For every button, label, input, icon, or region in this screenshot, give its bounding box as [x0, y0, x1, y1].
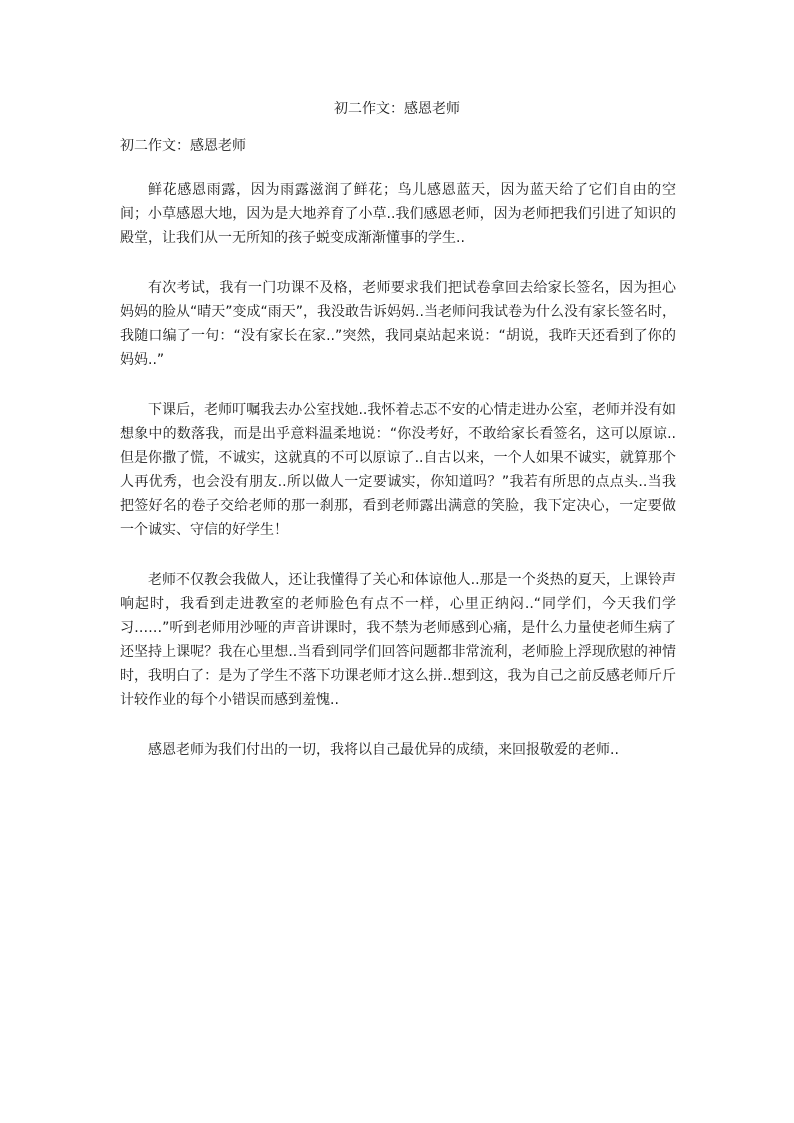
essay-body [120, 178, 676, 788]
paragraph-4: 老师不仅教会我做人，还让我懂得了关心和体谅他人..那是一个炎热的夏天，上课铃声响起时，我看到走进教室的老师脸色有点不一样，心里正纳闷..“同学们，今天我们学习……”听到老师用沙哑的声音讲课时，我不禁为老师感到心痛，是什么力量使老师生病了还坚持上课呢？我在心里想..当看到同学们回答问题都非常流利，老师脸上浮现欣慰的神情时，我明白了：是为了学生不落下功课老师才这么拼..想到这，我为自己之前反感老师斤斤计较作业的每个小错误而感到羞愧.. [120, 572, 676, 708]
paragraph-2: 有次考试，我有一门功课不及格，老师要求我们把试卷拿回去给家长签名，因为担心妈妈的脸从“晴天”变成“雨天”，我没敢告诉妈妈..当老师问我试卷为什么没有家长签名时，我随口编了一句：“没有家长在家..”突然，我同桌站起来说：“胡说，我昨天还看到了你的妈妈..” [120, 280, 676, 368]
paragraph-3: 下课后，老师叮嘱我去办公室找她..我怀着忐忑不安的心情走进办公室，老师并没有如想象中的数落我，而是出乎意料温柔地说：“你没考好，不敢给家长看签名，这可以原谅..但是你撒了慌，不诚实，这就真的不可以原谅了..自古以来，一个人如果不诚实，就算那个人再优秀，也会没有朋友..所以做人一定要诚实，你知道吗？”我若有所思的点点头..当我把签好名的卷子交给老师的那一刹那，看到老师露出满意的笑脸，我下定决心，一定要做一个诚实、守信的好学生！ [120, 402, 676, 538]
document-subtitle: 初二作文：感恩老师 [120, 138, 246, 154]
paragraph-1: 鲜花感恩雨露，因为雨露滋润了鲜花；鸟儿感恩蓝天，因为蓝天给了它们自由的空间；小草感恩大地，因为是大地养育了小草..我们感恩老师，因为老师把我们引进了知识的殿堂，让我们从一无所知的孩子蜕变成渐渐懂事的学生.. [120, 182, 676, 246]
paragraph-5: 感恩老师为我们付出的一切，我将以自己最优异的成绩，来回报敬爱的老师.. [148, 742, 619, 758]
page-title: 初二作文：感恩老师 [334, 101, 460, 117]
